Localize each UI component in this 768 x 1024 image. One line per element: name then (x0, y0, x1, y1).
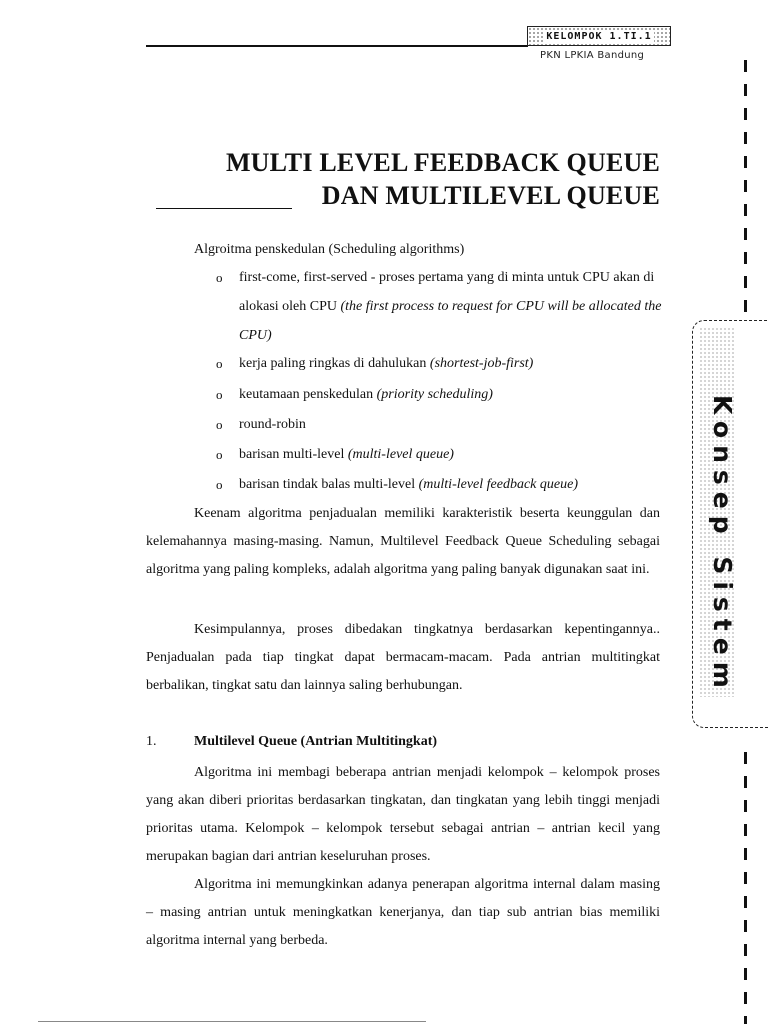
list-item-italic: (priority scheduling) (376, 387, 493, 402)
list-item-text: barisan multi-level (239, 447, 348, 462)
list-item-italic: (shortest-job-first) (429, 356, 534, 371)
bullet-marker: o (216, 356, 223, 371)
bullet-marker: o (216, 447, 223, 462)
list-item-text: first-come, first-served - proses pertama yang di minta untuk CPU akan di alokasi oleh CPU (239, 270, 655, 314)
list-item (239, 440, 669, 469)
group-badge (527, 26, 671, 46)
bullet-marker: o (216, 477, 223, 492)
list-item-text: barisan tindak balas multi-level (239, 477, 419, 492)
list-item (239, 470, 669, 499)
section-heading: Multilevel Queue (Antrian Multitingkat) (194, 734, 438, 749)
paragraph (146, 616, 660, 700)
paragraph-text: Kesimpulannya, proses dibedakan tingkatnya berdasarkan kepentingannya.. Penjadualan pada tiap tingkat dapat bermacam-macam. Pada antrian multitingkat berbalikan, tingkat satu dan lainnya saling berhubungan. (146, 622, 660, 693)
list-item-italic: (the first process to request for CPU will be allocated the CPU) (239, 299, 662, 343)
list-item-text: keutamaan penskedulan (239, 387, 377, 402)
bullet-marker: o (216, 270, 223, 285)
header-subtitle: PKN LPKIA Bandung (540, 50, 645, 61)
margin-dashes-top (744, 60, 747, 315)
bullet-marker: o (216, 417, 223, 432)
list-item (239, 410, 669, 439)
margin-dashes-bottom (744, 752, 747, 1024)
header-rule (146, 45, 528, 47)
list-item-text: round-robin (239, 417, 306, 432)
page-title-line-1: MULTI LEVEL FEEDBACK QUEUE (225, 148, 660, 177)
paragraph-text: Keenam algoritma penjadualan memiliki karakteristik beserta keunggulan dan kelemahannya masing-masing. Namun, Multilevel Feedback Queue Scheduling sebagai algoritma yang paling kompleks, adalah algoritma yang paling banyak digunakan saat ini. (146, 506, 660, 577)
page-title-line-2: DAN MULTILEVEL QUEUE (321, 181, 660, 210)
side-tab-label: Konsep Sistem (708, 395, 737, 695)
list-item-text: kerja paling ringkas di dahulukan (239, 356, 430, 371)
side-tab (692, 320, 768, 728)
list-item (239, 349, 669, 378)
bullet-marker: o (216, 387, 223, 402)
list-item (239, 380, 669, 409)
paragraph-text: Algoritma ini memungkinkan adanya penerapan algoritma internal dalam masing – masing antrian untuk meningkatkan kenerjanya, dan tiap sub antrian bias memiliki algoritma internal yang berbeda. (146, 877, 660, 948)
list-item-italic: (multi-level queue) (347, 447, 454, 462)
footer-rule (38, 1021, 426, 1022)
list-item (239, 263, 669, 350)
group-badge-label: KELOMPOK 1.TI.1 (546, 30, 652, 42)
paragraph (146, 871, 660, 955)
paragraph (146, 759, 660, 871)
paragraph-text: Algoritma ini membagi beberapa antrian menjadi kelompok – kelompok proses yang akan diberi prioritas berdasarkan tingkatan, dan tingkatan yang lebih tinggi menjadi prioritas utama. Kelompok – kelompok tersebut sebagai antrian – antrian kecil yang merupakan bagian dari antrian keseluruhan proses. (146, 765, 660, 864)
paragraph (146, 500, 660, 584)
list-item-italic: (multi-level feedback queue) (418, 477, 578, 492)
intro-text: Algroitma penskedulan (Scheduling algorithms) (194, 242, 465, 257)
section-number: 1. (146, 734, 157, 749)
